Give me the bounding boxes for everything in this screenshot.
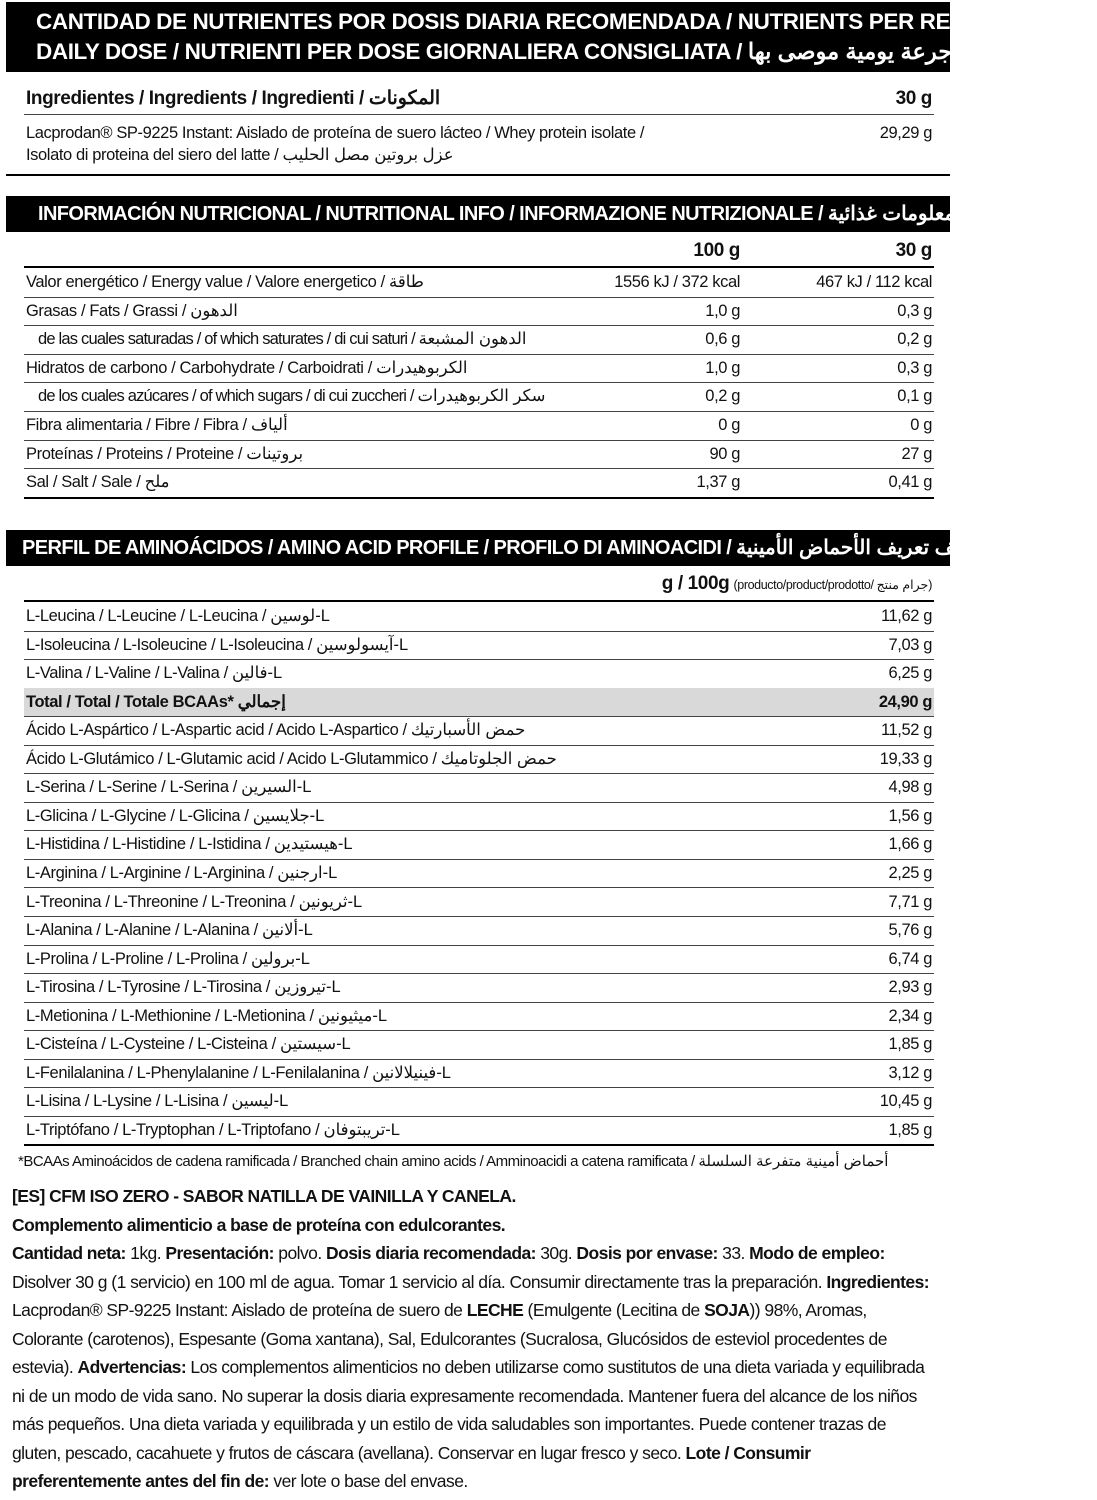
ingredients-header-value: 30 g: [895, 88, 932, 109]
amino-row: [24, 659, 934, 689]
amino-row-label: Ácido L-Glutámico / L-Glutamic acid / Acido L-Glutammico / حمض الجلوتاميك: [26, 749, 557, 768]
amino-row-value: 2,34 g: [888, 1006, 932, 1025]
product-subtitle: Complemento alimenticio a base de proteína con edulcorantes.: [12, 1214, 506, 1235]
nutrition-row-value-100g: 90 g: [709, 444, 740, 463]
product-description: [12, 1182, 937, 1496]
value-ingredientes-2: (Emulgente (Lecitina de: [523, 1300, 705, 1320]
amino-row-label: L-Glicina / L-Glycine / L-Glicina / جلايسين-L: [26, 806, 324, 825]
amino-row-label: Ácido L-Aspártico / L-Aspartic acid / Acido L-Aspartico / حمض الأسبارتيك: [26, 721, 526, 740]
nutrition-row-value-100g: 0,2 g: [705, 387, 740, 406]
dose-header: [6, 2, 1097, 72]
nutrition-row-label: Fibra alimentaria / Fibre / Fibra / ألياف: [26, 416, 288, 434]
amino-row-label: L-Valina / L-Valine / L-Valina / فالين-L: [26, 664, 282, 683]
nutrition-row: [24, 268, 934, 298]
nutrition-row: [24, 382, 934, 412]
amino-row: [24, 916, 934, 946]
label-cantidad: Cantidad neta:: [12, 1243, 126, 1263]
nutrition-row-label: Sal / Salt / Sale / ملح: [26, 473, 170, 492]
amino-row-value: 7,03 g: [888, 635, 932, 654]
nutrition-col-100g: 100 g: [693, 240, 740, 261]
amino-row: [24, 1030, 934, 1060]
amino-row-value: 11,52 g: [880, 721, 932, 740]
amino-row-value: 24,90 g: [878, 692, 932, 711]
amino-row-value: 1,56 g: [888, 806, 932, 825]
amino-row: [24, 830, 934, 860]
amino-title-bar: [6, 530, 973, 566]
amino-row-label: L-Fenilalanina / L-Phenylalanine / L-Fenilalanina / فينيلالانين-L: [26, 1063, 451, 1082]
nutrition-section: [6, 196, 956, 504]
value-lote: ver lote o base del envase.: [269, 1471, 468, 1491]
nutrition-row-value-30g: 27 g: [901, 444, 932, 463]
amino-unit: [662, 568, 932, 601]
amino-row-value: 2,93 g: [888, 978, 932, 997]
nutrition-row: [24, 354, 934, 384]
amino-row: [24, 802, 934, 832]
amino-row-label: L-Triptófano / L-Tryptophan / L-Triptofano / تريبتوفان-L: [26, 1120, 400, 1139]
amino-unit-sub: (producto/product/prodotto/ جرام منتج): [733, 578, 932, 592]
label-lote: Lote / Consumir preferentemente antes del fin de:: [12, 1442, 811, 1491]
nutrition-row-value-30g: 0,2 g: [897, 330, 932, 349]
nutrition-row-value-30g: 0 g: [910, 416, 932, 434]
ingredients-header-label: Ingredientes / Ingredients / Ingredienti / المكونات: [26, 88, 441, 109]
label-envase: Dosis por envase:: [576, 1243, 718, 1263]
ingredients-item-line1: Lacprodan® SP-9225 Instant: Aislado de proteína de suero lácteo / Whey protein isolate /: [26, 124, 645, 142]
value-ingredientes-3: )) 98%, Aromas, Colorante (carotenos), Espesante (Goma xantana), Sal, Edulcorantes (Sucralosa, Glucósidos de esteviol procedentes de estevia).: [12, 1300, 887, 1377]
label-modo: Modo de empleo:: [749, 1243, 885, 1263]
nutrition-row-value-100g: 1,0 g: [705, 301, 740, 320]
amino-row-label: L-Isoleucina / L-Isoleucine / L-Isoleucina / آيسولوسين-L: [26, 635, 408, 654]
ingredients-item: [24, 122, 934, 166]
nutrition-row-value-100g: 1556 kJ / 372 kcal: [614, 273, 740, 291]
nutrition-row-label: Hidratos de carbono / Carbohydrate / Carboidrati / الكربوهيدرات: [26, 358, 468, 377]
ingredients-section: [6, 84, 950, 176]
amino-row: [24, 859, 934, 889]
ingredients-item-line2: Isolato di proteina del siero del latte / عزل بروتين مصل الحليب: [26, 146, 454, 164]
amino-row-value: 4,98 g: [888, 778, 932, 797]
nutrition-row-value-30g: 0,3 g: [897, 301, 932, 320]
nutrition-row-label: Proteínas / Proteins / Proteine / بروتينات: [26, 444, 304, 463]
amino-row-value: 5,76 g: [888, 921, 932, 940]
label-ingredientes: Ingredientes:: [826, 1271, 930, 1292]
label-presentacion: Presentación:: [165, 1243, 274, 1263]
amino-row-value: 1,85 g: [888, 1035, 932, 1054]
dose-header-line2: DAILY DOSE / NUTRIENTI PER DOSE GIORNALIERA CONSIGLIATA / المغذيات لكل جرعة يومية موصى بها: [36, 39, 1085, 64]
amino-row-value: 10,45 g: [879, 1092, 932, 1111]
nutrition-row-value-100g: 0,6 g: [705, 330, 740, 349]
amino-row-value: 2,25 g: [888, 863, 932, 882]
amino-footnote: *BCAAs Aminoácidos de cadena ramificada / Branched chain amino acids / Amminoacidi a catena ramificata / أحماض أمينية متفرعة السلسلة: [18, 1153, 889, 1170]
nutrition-row: [24, 440, 934, 470]
nutrition-column-header: [24, 236, 934, 268]
label-advertencias: Advertencias:: [77, 1357, 187, 1377]
nutrition-row-label: de las cuales saturadas / of which saturates / di cui saturi / الدهون المشبعة: [38, 330, 527, 349]
nutrition-row-label: Grasas / Fats / Grassi / الدهون: [26, 301, 238, 320]
nutrition-row-value-30g: 0,1 g: [897, 387, 932, 406]
nutrition-row: [24, 325, 934, 355]
amino-row-label: L-Histidina / L-Histidine / L-Istidina / هيستيدين-L: [26, 835, 353, 854]
amino-row-value: 19,33 g: [879, 749, 932, 768]
amino-row-value: 11,62 g: [880, 607, 932, 625]
amino-unit-main: g / 100g: [661, 573, 730, 594]
value-advertencias: Los complementos alimenticios no deben utilizarse como sustitutos de una dieta variada y equilibrada ni de un modo de vida sano. No superar la dosis diaria expresamente recomendada. Mantener fuera del alcance de los niños más pequeños. Una dieta variada y equilibrada y un estilo de vida saludables son importantes. Puede contener trazas de gluten, pescado, cacahuete y frutos de cáscara (avellana). Conservar en lugar fresco y seco.: [12, 1357, 925, 1463]
amino-row: [24, 1087, 934, 1117]
amino-row-label: L-Treonina / L-Threonine / L-Treonina / ثريونين-L: [26, 892, 362, 911]
amino-row: [24, 973, 934, 1003]
nutrition-row-label: de los cuales azúcares / of which sugars / di cui zuccheri / سكر الكربوهيدرات: [38, 387, 546, 406]
amino-row: [24, 1002, 934, 1032]
nutrition-row-value-100g: 1,0 g: [705, 358, 740, 377]
nutrition-title-bar: [6, 196, 956, 232]
amino-total-row: [24, 688, 934, 718]
amino-section: [6, 530, 973, 1150]
ingredients-header-row: [24, 84, 934, 115]
amino-row: [24, 631, 934, 661]
label-dosis: Dosis diaria recomendada:: [325, 1243, 536, 1263]
amino-row: [24, 945, 934, 975]
amino-unit-row: [24, 568, 934, 602]
value-dosis: 30g.: [535, 1243, 577, 1263]
amino-row-value: 1,66 g: [888, 835, 932, 854]
amino-row: [24, 773, 934, 803]
amino-row-label: L-Arginina / L-Arginine / L-Arginina / ارجنين-L: [26, 863, 337, 882]
amino-row-label: L-Metionina / L-Methionine / L-Metionina / ميثيونين-L: [26, 1006, 387, 1025]
amino-row-label: L-Leucina / L-Leucine / L-Leucina / لوسين-L: [26, 607, 330, 625]
nutrition-row-value-30g: 0,41 g: [888, 473, 932, 492]
amino-row-label: L-Cisteína / L-Cysteine / L-Cisteina / سيستين-L: [26, 1035, 351, 1054]
value-presentacion: polvo.: [273, 1243, 326, 1263]
nutrition-row-label: Valor energético / Energy value / Valore energetico / طاقة: [26, 273, 424, 291]
nutrition-row-value-100g: 1,37 g: [696, 473, 740, 492]
value-cantidad: 1kg.: [125, 1243, 166, 1263]
nutrition-row: [24, 411, 934, 441]
amino-row-value: 6,74 g: [888, 949, 932, 968]
amino-row-label: Total / Total / Totale BCAAs* إجمالي: [26, 692, 286, 711]
value-modo: Disolver 30 g (1 servicio) en 100 ml de agua. Tomar 1 servicio al día. Consumir directamente tras la preparación.: [12, 1271, 827, 1292]
amino-row-label: L-Lisina / L-Lysine / L-Lisina / ليسين-L: [26, 1092, 288, 1111]
amino-row: [24, 716, 934, 746]
value-ingredientes-1: Lacprodan® SP-9225 Instant: Aislado de proteína de suero de: [12, 1300, 467, 1320]
amino-row-label: L-Alanina / L-Alanine / L-Alanina / ألانين-L: [26, 921, 313, 940]
nutrition-col-30g: 30 g: [895, 240, 932, 261]
amino-row: [24, 888, 934, 918]
amino-row-label: L-Prolina / L-Proline / L-Prolina / برولين-L: [26, 949, 310, 968]
amino-row-value: 1,85 g: [888, 1120, 932, 1139]
amino-row-value: 6,25 g: [888, 664, 932, 683]
amino-row: [24, 745, 934, 775]
allergen-leche: LECHE: [466, 1300, 524, 1320]
nutrition-row-value-100g: 0 g: [718, 416, 740, 434]
product-title: [ES] CFM ISO ZERO - SABOR NATILLA DE VAINILLA Y CANELA.: [12, 1186, 516, 1206]
dose-header-line1: CANTIDAD DE NUTRIENTES POR DOSIS DIARIA RECOMENDADA / NUTRIENTS PER RECOMMENDED: [36, 9, 1097, 34]
amino-row-value: 3,12 g: [888, 1063, 932, 1082]
allergen-soja: SOJA: [704, 1300, 750, 1320]
amino-title: PERFIL DE AMINOÁCIDOS / AMINO ACID PROFILE / PROFILO DI AMINOACIDI / ملف تعريف الأحماض الأمينية: [22, 537, 973, 559]
nutrition-row-value-30g: 0,3 g: [897, 358, 932, 377]
nutrition-row-value-30g: 467 kJ / 112 kcal: [816, 273, 932, 291]
product-body: [12, 1239, 937, 1496]
amino-row: [24, 1059, 934, 1089]
amino-row-label: L-Tirosina / L-Tyrosine / L-Tirosina / تيروزين-L: [26, 978, 341, 997]
amino-row: [24, 602, 934, 632]
amino-row-value: 7,71 g: [888, 892, 932, 911]
amino-row-label: L-Serina / L-Serine / L-Serina / السيرين-L: [26, 778, 312, 797]
amino-row: [24, 1116, 934, 1147]
nutrition-title: INFORMACIÓN NUTRICIONAL / NUTRITIONAL INFO / INFORMAZIONE NUTRIZIONALE / معلومات غذائية: [38, 203, 956, 225]
nutrition-row: [24, 297, 934, 327]
nutrition-row: [24, 468, 934, 499]
ingredients-item-value: 29,29 g: [879, 124, 932, 142]
value-envase: 33.: [717, 1243, 750, 1263]
